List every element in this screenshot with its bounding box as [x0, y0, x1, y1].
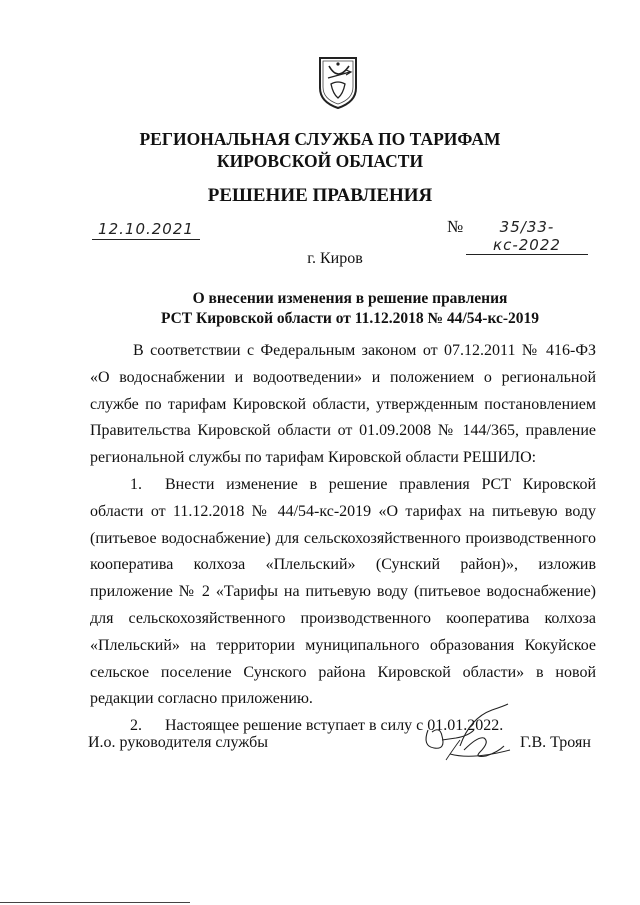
- signatory-name: Г.В. Троян: [520, 734, 591, 751]
- decision-number: 35/33-кс-2022: [466, 218, 588, 255]
- item-text: Внести изменение в решение правления РСТ Кировской области от 11.12.2018 № 44/54-кс-2019 «О тарифах на питьевую воду (питьевое водоснабжение) для сельскохозяйственного производственного кооператива колхоза «Плельский» (Сунский район)», изложив приложение № 2 «Тарифы на питьевую воду (питьевое водоснабжение) для сельскохозяйственного производственного кооператива колхоза «Плельский» на территории муниципального образования Кокуйское сельское поселение Сунского района Кировской области» в новой редакции согласно приложению.: [90, 475, 596, 708]
- organization-name-line2: КИРОВСКОЙ ОБЛАСТИ: [216, 151, 424, 171]
- decision-date: 12.10.2021: [92, 220, 200, 240]
- organization-name-line1: РЕГИОНАЛЬНАЯ СЛУЖБА ПО ТАРИФАМ: [139, 129, 501, 149]
- list-item: [90, 472, 596, 713]
- document-title: РЕШЕНИЕ ПРАВЛЕНИЯ: [207, 185, 433, 206]
- footer-divider: [0, 902, 190, 903]
- signature-icon: [420, 700, 530, 780]
- number-sign: №: [447, 217, 464, 236]
- item-number: 1.: [130, 475, 142, 493]
- item-text: Настоящее решение вступает в силу с 01.01.2022.: [165, 717, 504, 735]
- item-number: 2.: [130, 717, 142, 735]
- intro-paragraph: В соответствии с Федеральным законом от 07.12.2011 № 416-ФЗ «О водоснабжении и водоотведении» и положением о региональной службе по тарифам Кировской области, утвержденным постановлением Правительства Кировской области от 01.09.2008 № 144/365, правление региональной службы по тарифам Кировской области РЕШИЛО:: [90, 342, 596, 467]
- signatory-position: И.о. руководителя службы: [88, 734, 269, 751]
- decision-body: [90, 338, 596, 740]
- city-name: г. Киров: [307, 250, 363, 267]
- coat-of-arms-icon: [316, 54, 360, 110]
- subject-line2: РСТ Кировской области от 11.12.2018 № 44/54-кс-2019: [160, 310, 540, 327]
- subject-line1: О внесении изменения в решение правления: [192, 290, 508, 307]
